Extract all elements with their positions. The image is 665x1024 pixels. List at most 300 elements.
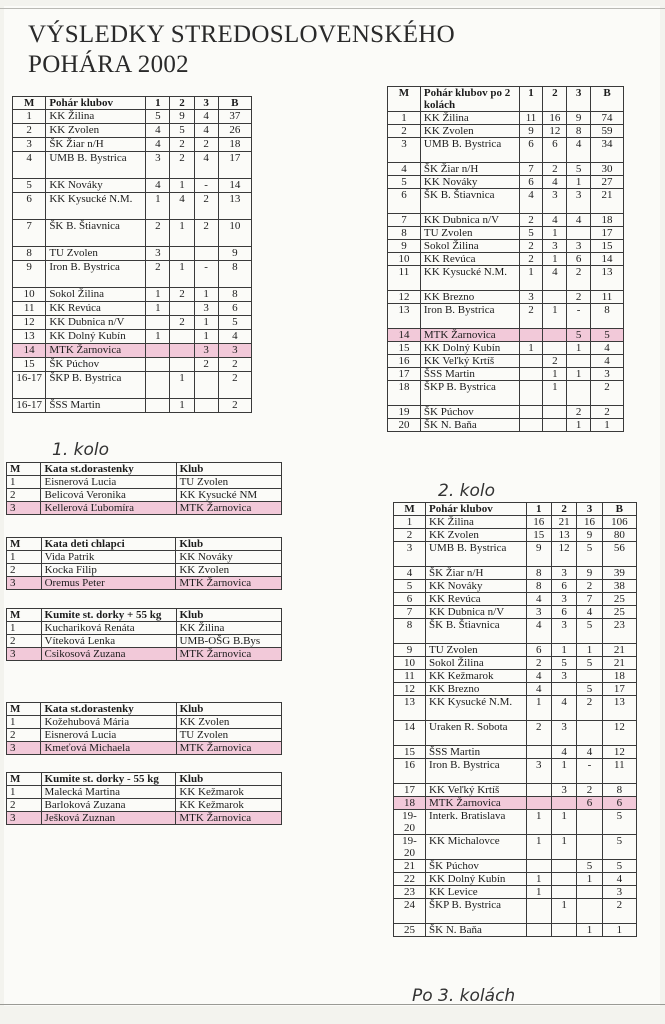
table-row [13, 261, 252, 288]
table-cell [543, 406, 567, 419]
table-cell: 16 [526, 516, 551, 529]
table-cell: 5 [551, 657, 576, 670]
round3-header-cell: Pohár klubov [426, 503, 527, 516]
table-cell: KK Veľký Krtíš [420, 355, 519, 368]
table-cell: 16-17 [13, 372, 46, 399]
table-cell: 8 [526, 567, 551, 580]
table-row [388, 240, 624, 253]
table-cell: 6 [218, 302, 251, 316]
table-cell: 5 [394, 580, 426, 593]
individual-header-cell: Kata deti chlapci [41, 538, 176, 551]
table-cell: 21 [394, 860, 426, 873]
table-cell: 2 [7, 799, 42, 812]
table-cell [170, 302, 194, 316]
table-cell: 10 [388, 253, 421, 266]
table-cell: 3 [13, 138, 46, 152]
table-cell: 8 [591, 304, 624, 329]
table-row [7, 489, 282, 502]
table-cell: 25 [602, 606, 636, 619]
table-cell: 3 [551, 721, 576, 746]
table-cell: 6 [543, 138, 567, 163]
table-cell: ŠKP B. Bystrica [46, 372, 146, 399]
table-cell: KK Kežmarok [176, 799, 282, 812]
table-cell: 4 [551, 746, 576, 759]
table-cell: 9 [13, 261, 46, 288]
table-cell: 4 [146, 179, 170, 193]
table-cell: - [567, 304, 591, 329]
table-cell: 3 [567, 189, 591, 214]
individual-header-cell: Kumite st. dorky + 55 kg [41, 609, 176, 622]
table-cell: ŠKP B. Bystrica [426, 899, 527, 924]
table-row [394, 924, 637, 937]
table-cell [551, 924, 576, 937]
individual-table [6, 608, 282, 661]
table-cell: 1 [567, 368, 591, 381]
table-cell: 1 [602, 924, 636, 937]
table-cell [170, 358, 194, 372]
individual-header-cell: Kata st.dorastenky [41, 463, 176, 476]
table-cell: 2 [591, 406, 624, 419]
table-cell: 2 [394, 529, 426, 542]
table-cell: KK Brezno [420, 291, 519, 304]
table-cell: UMB B. Bystrica [46, 152, 146, 179]
table-cell: 3 [388, 138, 421, 163]
table-row [7, 729, 282, 742]
table-cell: KK Michalovce [426, 835, 527, 860]
individual-header-cell: M [7, 538, 42, 551]
table-cell [551, 797, 576, 810]
individual-header-row [7, 703, 282, 716]
table-cell: 8 [602, 784, 636, 797]
table-cell: 1 [551, 759, 576, 784]
table-cell: Uraken R. Sobota [426, 721, 527, 746]
table-cell: UMB-OŠG B.Bys [176, 635, 282, 648]
table-cell: 2 [7, 489, 41, 502]
table-cell: 14 [218, 179, 251, 193]
table-row [13, 358, 252, 372]
round1-header-cell: 1 [146, 97, 170, 110]
table-cell: 19-20 [394, 835, 426, 860]
table-cell: 30 [591, 163, 624, 176]
table-cell: 6 [577, 797, 602, 810]
round3-header-cell: 2 [551, 503, 576, 516]
table-cell: 9 [577, 567, 602, 580]
table-cell: 14 [394, 721, 426, 746]
table-cell: 1 [146, 193, 170, 220]
table-cell [577, 886, 602, 899]
table-cell: ŠK B. Štiavnica [426, 619, 527, 644]
table-cell: 37 [218, 110, 251, 124]
table-cell: 7 [13, 220, 46, 247]
individual-header-cell: Klub [176, 463, 281, 476]
table-cell [543, 419, 567, 432]
table-cell: 6 [602, 797, 636, 810]
table-cell: 2 [577, 784, 602, 797]
table-cell [170, 247, 194, 261]
table-cell: 2 [519, 253, 543, 266]
table-cell: 2 [388, 125, 421, 138]
table-cell: ŠK Púchov [426, 860, 527, 873]
table-cell: ŠK Púchov [420, 406, 519, 419]
table-cell: 25 [602, 593, 636, 606]
table-cell: 14 [13, 344, 46, 358]
table-row [388, 266, 624, 291]
round2-header-cell: 1 [519, 87, 543, 112]
table-cell: 8 [394, 619, 426, 644]
table-cell: ŠK Žiar n/H [426, 567, 527, 580]
table-row [13, 220, 252, 247]
table-cell [170, 344, 194, 358]
table-cell [194, 372, 218, 399]
table-cell: 9 [394, 644, 426, 657]
table-cell: 9 [577, 529, 602, 542]
table-cell [543, 291, 567, 304]
table-cell: 4 [194, 152, 218, 179]
table-cell: 3 [146, 152, 170, 179]
table-row [7, 716, 282, 729]
table-row [394, 593, 637, 606]
table-cell: 16 [394, 759, 426, 784]
table-cell: KK Nováky [420, 176, 519, 189]
table-cell: 4 [591, 342, 624, 355]
table-cell: ŠK N. Baňa [426, 924, 527, 937]
table-cell [526, 797, 551, 810]
table-cell: 3 [194, 344, 218, 358]
table-cell [146, 358, 170, 372]
table-cell [567, 227, 591, 240]
table-cell: 18 [591, 214, 624, 227]
table-cell: 4 [526, 670, 551, 683]
table-cell: KK Revúca [426, 593, 527, 606]
individual-header-cell: M [7, 463, 41, 476]
table-cell: 25 [394, 924, 426, 937]
table-cell: 3 [7, 742, 41, 755]
table-cell: 5 [602, 835, 636, 860]
table-cell: ŠK Žiar n/H [420, 163, 519, 176]
table-cell: TU Zvolen [420, 227, 519, 240]
table-cell: 3 [526, 759, 551, 784]
round2-header-cell: Pohár klubov po 2 kolách [420, 87, 519, 112]
table-cell: 3 [519, 291, 543, 304]
table-cell: 18 [602, 670, 636, 683]
table-cell: 8 [526, 580, 551, 593]
table-row [13, 344, 252, 358]
table-cell: 4 [602, 873, 636, 886]
table-cell [551, 873, 576, 886]
table-row [388, 342, 624, 355]
table-cell: 17 [218, 152, 251, 179]
table-cell: 6 [551, 606, 576, 619]
table-cell: 4 [526, 619, 551, 644]
table-cell: 8 [13, 247, 46, 261]
table-cell: 4 [13, 152, 46, 179]
round3-note: Po 3. kolách [412, 986, 516, 1006]
individual-table [6, 702, 282, 755]
individual-table [6, 772, 282, 825]
table-cell: 4 [526, 683, 551, 696]
table-cell: KK Dubnica n/V [426, 606, 527, 619]
table-cell: TU Zvolen [426, 644, 527, 657]
table-cell: 13 [218, 193, 251, 220]
table-cell: ŠSS Martin [420, 368, 519, 381]
table-cell: KK Žilina [426, 516, 527, 529]
table-cell: 26 [218, 124, 251, 138]
table-cell: 2 [519, 304, 543, 329]
table-cell [519, 419, 543, 432]
table-cell [543, 342, 567, 355]
table-cell: 18 [388, 381, 421, 406]
table-cell: 80 [602, 529, 636, 542]
table-cell: 2 [218, 358, 251, 372]
table-cell: 4 [170, 193, 194, 220]
table-cell: 2 [194, 358, 218, 372]
table-row [7, 577, 282, 590]
table-cell: TU Zvolen [176, 729, 281, 742]
table-cell: 11 [519, 112, 543, 125]
table-row [388, 112, 624, 125]
table-cell [170, 330, 194, 344]
individual-table [6, 462, 282, 515]
table-cell: 8 [388, 227, 421, 240]
table-row [394, 797, 637, 810]
table-cell: 4 [146, 124, 170, 138]
table-cell: 1 [526, 873, 551, 886]
table-cell: Iron B. Bystrica [426, 759, 527, 784]
table-cell: 4 [577, 606, 602, 619]
table-row [394, 873, 637, 886]
table-cell [519, 406, 543, 419]
table-cell: 8 [218, 288, 251, 302]
table-cell: 2 [170, 138, 194, 152]
table-cell: KK Zvolen [420, 125, 519, 138]
table-cell [146, 316, 170, 330]
table-row [13, 330, 252, 344]
table-cell [526, 924, 551, 937]
table-cell: 17 [388, 368, 421, 381]
table-cell: Kellerová Ľubomíra [41, 502, 176, 515]
table-cell: 2 [194, 138, 218, 152]
table-cell: 13 [551, 529, 576, 542]
table-cell: 74 [591, 112, 624, 125]
table-row [388, 176, 624, 189]
table-cell: KK Zvolen [176, 564, 282, 577]
table-cell: 5 [577, 683, 602, 696]
table-cell: 5 [567, 163, 591, 176]
table-cell: 13 [394, 696, 426, 721]
table-cell: Ješková Zuznan [41, 812, 176, 825]
table-row [388, 253, 624, 266]
table-cell: 3 [567, 240, 591, 253]
table-cell: 3 [194, 302, 218, 316]
table-cell: 1 [146, 302, 170, 316]
table-cell [519, 329, 543, 342]
table-cell: 1 [394, 516, 426, 529]
table-cell [577, 810, 602, 835]
table-cell: 8 [567, 125, 591, 138]
table-cell [551, 683, 576, 696]
table-cell: 11 [602, 759, 636, 784]
table-cell: 1 [591, 419, 624, 432]
table-cell: 2 [218, 399, 251, 413]
table-cell: 7 [519, 163, 543, 176]
table-row [394, 899, 637, 924]
table-cell: KK Dubnica n/V [46, 316, 146, 330]
table-cell: 10 [218, 220, 251, 247]
table-cell: TU Zvolen [176, 476, 281, 489]
table-cell: 4 [519, 189, 543, 214]
round2-header-row [388, 87, 624, 112]
table-cell [577, 835, 602, 860]
table-cell: 3 [551, 567, 576, 580]
table-cell: MTK Žarnovica [46, 344, 146, 358]
table-cell: 5 [577, 860, 602, 873]
individual-header-cell: Kumite st. dorky - 55 kg [41, 773, 176, 786]
title-line-1: VÝSLEDKY STREDOSLOVENSKÉHO [28, 21, 456, 48]
table-cell: 2 [13, 124, 46, 138]
table-cell: 2 [567, 266, 591, 291]
table-cell: Interk. Bratislava [426, 810, 527, 835]
table-cell: 11 [394, 670, 426, 683]
table-cell: 9 [388, 240, 421, 253]
table-cell: 5 [170, 124, 194, 138]
table-cell: KK Nováky [46, 179, 146, 193]
table-cell: 4 [394, 567, 426, 580]
table-cell: 2 [170, 316, 194, 330]
table-cell: 2 [7, 635, 42, 648]
table-cell: 106 [602, 516, 636, 529]
table-cell: 9 [170, 110, 194, 124]
individual-header-row [7, 463, 282, 476]
table-row [13, 288, 252, 302]
table-cell: 1 [526, 810, 551, 835]
table-cell: MTK Žarnovica [176, 502, 281, 515]
table-cell: 4 [218, 330, 251, 344]
table-cell: 4 [591, 355, 624, 368]
table-cell: 12 [602, 746, 636, 759]
round1-table [12, 96, 252, 413]
table-cell: 9 [519, 125, 543, 138]
table-cell: 4 [551, 696, 576, 721]
table-cell: KK Kysucké NM [176, 489, 281, 502]
page-top-edge [0, 8, 665, 9]
table-cell: 5 [577, 657, 602, 670]
table-cell: 2 [170, 152, 194, 179]
table-cell: ŠSS Martin [46, 399, 146, 413]
individual-header-cell: Klub [176, 609, 282, 622]
table-cell: 3 [7, 577, 42, 590]
table-row [388, 291, 624, 304]
table-row [388, 125, 624, 138]
table-row [394, 670, 637, 683]
table-cell: 1 [577, 644, 602, 657]
table-cell: 1 [194, 316, 218, 330]
table-cell [526, 860, 551, 873]
table-cell: 1 [519, 266, 543, 291]
table-row [394, 644, 637, 657]
table-cell: MTK Žarnovica [176, 577, 282, 590]
table-row [394, 606, 637, 619]
table-cell: 1 [7, 476, 41, 489]
round2-note: 2. kolo [438, 481, 495, 501]
table-cell [519, 381, 543, 406]
table-cell: Csikosová Zuzana [41, 648, 176, 661]
round3-table [393, 502, 637, 937]
round2-header-cell: 2 [543, 87, 567, 112]
table-cell: 4 [577, 746, 602, 759]
table-cell: 56 [602, 542, 636, 567]
table-cell: ŠK B. Štiavnica [46, 220, 146, 247]
table-cell: UMB B. Bystrica [426, 542, 527, 567]
table-cell: 13 [602, 696, 636, 721]
table-cell: 4 [526, 593, 551, 606]
table-cell: 12 [388, 291, 421, 304]
table-cell: 34 [591, 138, 624, 163]
table-row [388, 419, 624, 432]
table-row [394, 759, 637, 784]
individual-header-cell: M [7, 609, 42, 622]
table-cell: 2 [577, 696, 602, 721]
table-cell: KK Dolný Kubín [46, 330, 146, 344]
table-cell: 3 [526, 606, 551, 619]
table-cell: Kocka Filip [41, 564, 176, 577]
table-cell: 3 [7, 502, 41, 515]
table-cell: 6 [519, 138, 543, 163]
round3-header-cell: B [602, 503, 636, 516]
table-cell: 4 [388, 163, 421, 176]
table-cell: 5 [591, 329, 624, 342]
table-cell: 5 [602, 860, 636, 873]
table-cell: 1 [567, 419, 591, 432]
table-row [13, 152, 252, 179]
table-cell: 5 [13, 179, 46, 193]
table-cell: KK Revúca [420, 253, 519, 266]
table-cell: 5 [577, 619, 602, 644]
table-cell: 1 [567, 342, 591, 355]
table-cell: 1 [7, 786, 42, 799]
table-cell: 59 [591, 125, 624, 138]
table-row [7, 502, 282, 515]
table-cell: 1 [577, 873, 602, 886]
table-cell: 1 [551, 835, 576, 860]
table-cell: ŠSS Martin [426, 746, 527, 759]
table-row [13, 110, 252, 124]
round2-header-cell: 3 [567, 87, 591, 112]
table-cell: 2 [146, 261, 170, 288]
table-cell: 2 [577, 580, 602, 593]
round3-header-cell: 1 [526, 503, 551, 516]
table-cell: 3 [551, 784, 576, 797]
table-cell [551, 886, 576, 899]
table-cell: 6 [551, 580, 576, 593]
table-cell: Eisnerová Lucia [41, 476, 176, 489]
table-cell: Sokol Žilina [426, 657, 527, 670]
table-cell: 15 [394, 746, 426, 759]
table-cell: 2 [146, 220, 170, 247]
table-cell: 3 [551, 619, 576, 644]
table-cell: 18 [218, 138, 251, 152]
round1-header-cell: M [13, 97, 46, 110]
table-cell: 39 [602, 567, 636, 580]
table-cell: 2 [519, 240, 543, 253]
table-row [394, 542, 637, 567]
table-cell: 11 [388, 266, 421, 291]
table-cell: 15 [13, 358, 46, 372]
table-row [388, 368, 624, 381]
table-cell: 21 [591, 189, 624, 214]
table-row [394, 567, 637, 580]
table-cell: 2 [602, 899, 636, 924]
table-cell: 1 [567, 176, 591, 189]
